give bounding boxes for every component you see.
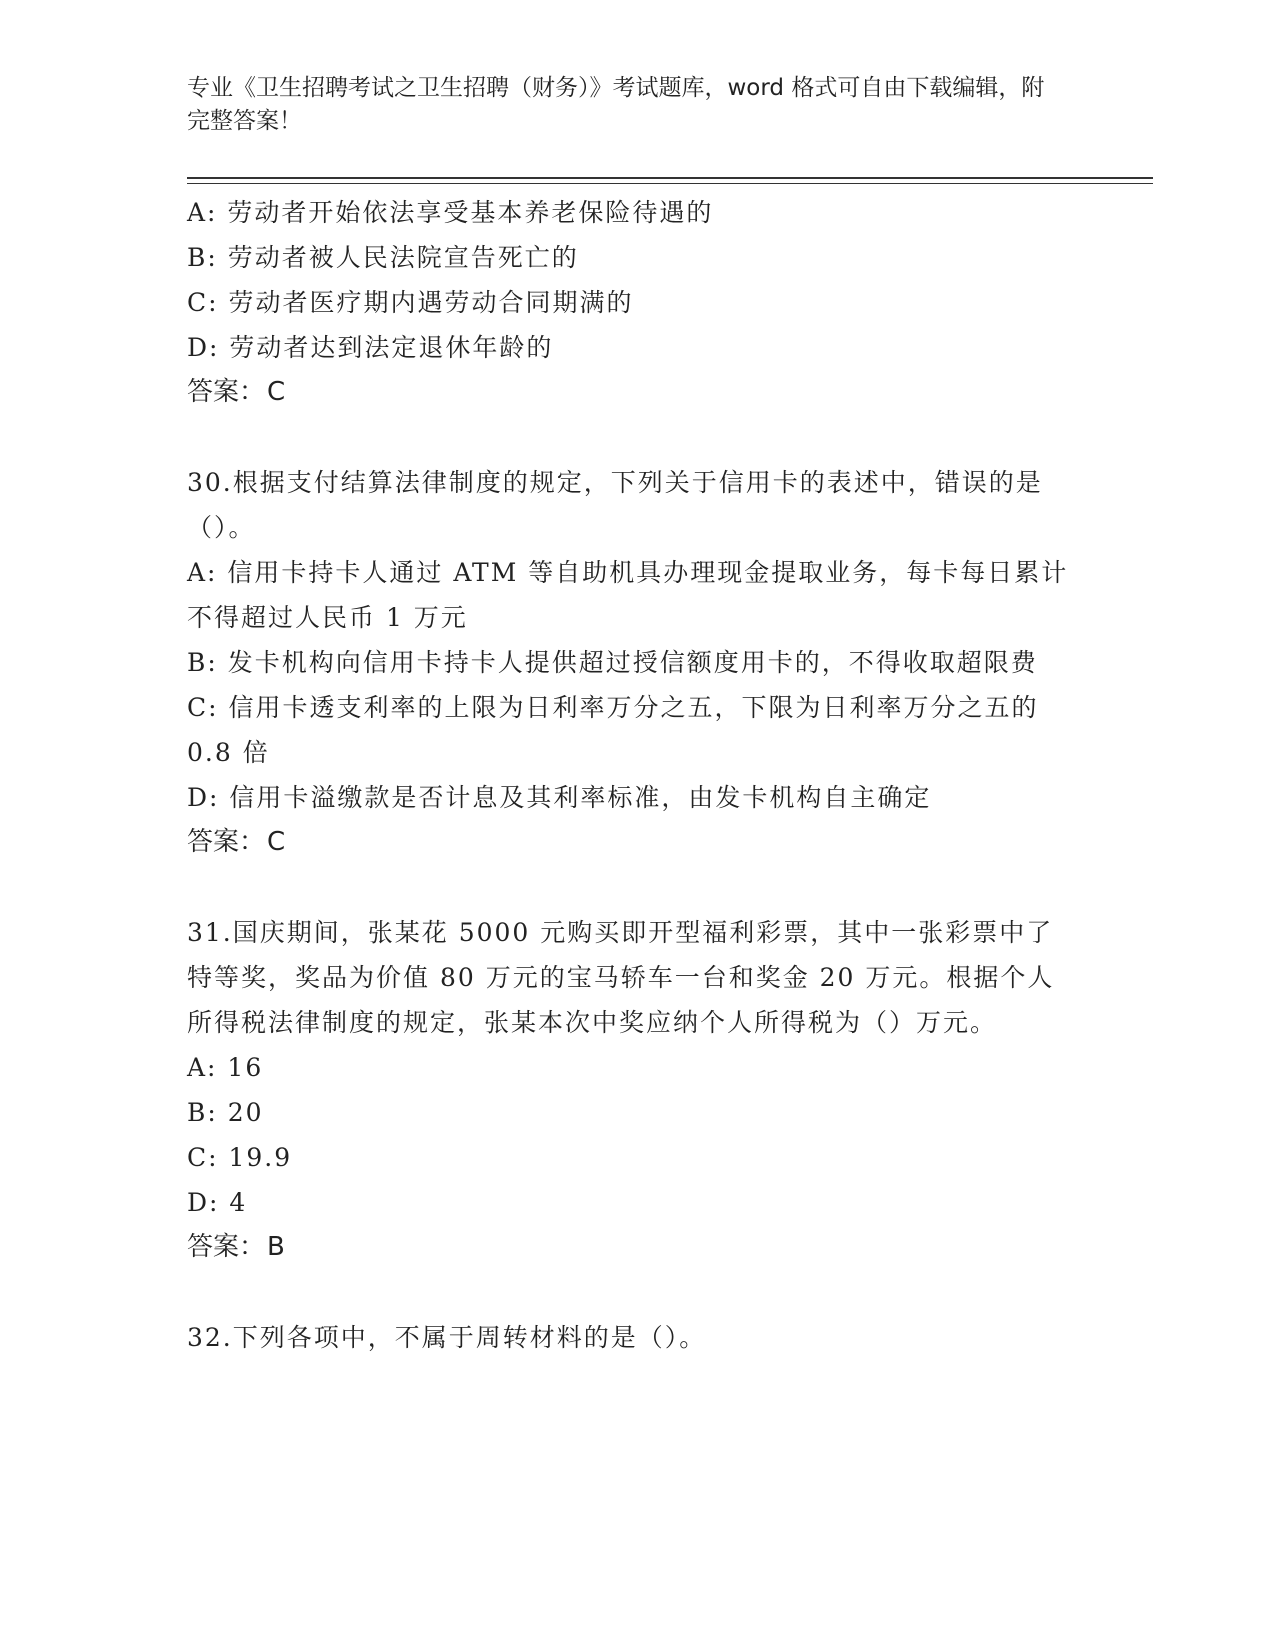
question-32 — [187, 1315, 1077, 1360]
answer-label: 答案： — [187, 377, 266, 407]
spacer — [187, 865, 1077, 910]
question-text: 31.国庆期间，张某花 5000 元购买即开型福利彩票，其中一张彩票中了特等奖，奖品为价值 80 万元的宝马轿车一台和奖金 20 万元。根据个人所得税法律制度的规定，张某本次中奖应纳个人所得税为（）万元。 — [187, 918, 1055, 1037]
question-text: 30.根据支付结算法律制度的规定，下列关于信用卡的表述中，错误的是（）。 — [187, 468, 1043, 542]
option-c: C: 信用卡透支利率的上限为日利率万分之五，下限为日利率万分之五的 0.8 倍 — [187, 693, 1039, 767]
option-d: D: 4 — [187, 1188, 248, 1217]
option-a: A: 信用卡持卡人通过 ATM 等自助机具办理现金提取业务，每卡每日累计不得超过人民币 1 万元 — [187, 558, 1069, 632]
spacer — [187, 1270, 1077, 1315]
answer-line — [187, 370, 1077, 415]
answer-value: B — [267, 1232, 285, 1262]
question-31 — [187, 910, 1077, 1270]
option-c: C: 劳动者医疗期内遇劳动合同期满的 — [187, 288, 634, 317]
option-a: A: 16 — [187, 1053, 264, 1082]
answer-label: 答案： — [187, 1232, 266, 1262]
question-30 — [187, 460, 1077, 865]
option-c: C: 19.9 — [187, 1143, 293, 1172]
question-list — [187, 190, 1077, 1360]
option-d: D: 劳动者达到法定退休年龄的 — [187, 333, 554, 362]
answer-label: 答案： — [187, 827, 266, 857]
header-text: 专业《卫生招聘考试之卫生招聘（财务）》考试题库，word 格式可自由下载编辑，附完整答案！ — [187, 75, 1045, 134]
option-b: B: 劳动者被人民法院宣告死亡的 — [187, 243, 579, 272]
spacer — [187, 415, 1077, 460]
option-b: B: 发卡机构向信用卡持卡人提供超过授信额度用卡的，不得收取超限费 — [187, 648, 1038, 677]
answer-value: C — [267, 827, 286, 857]
option-a: A: 劳动者开始依法享受基本养老保险待遇的 — [187, 198, 714, 227]
answer-value: C — [267, 377, 286, 407]
answer-line — [187, 1225, 1077, 1270]
document-header — [187, 72, 1067, 138]
option-d: D: 信用卡溢缴款是否计息及其利率标准，由发卡机构自主确定 — [187, 783, 932, 812]
header-divider-thin — [187, 183, 1153, 184]
answer-line — [187, 820, 1077, 865]
question-29 — [187, 190, 1077, 415]
question-text: 32.下列各项中，不属于周转材料的是（）。 — [187, 1323, 707, 1352]
header-divider — [187, 177, 1153, 179]
option-b: B: 20 — [187, 1098, 264, 1127]
